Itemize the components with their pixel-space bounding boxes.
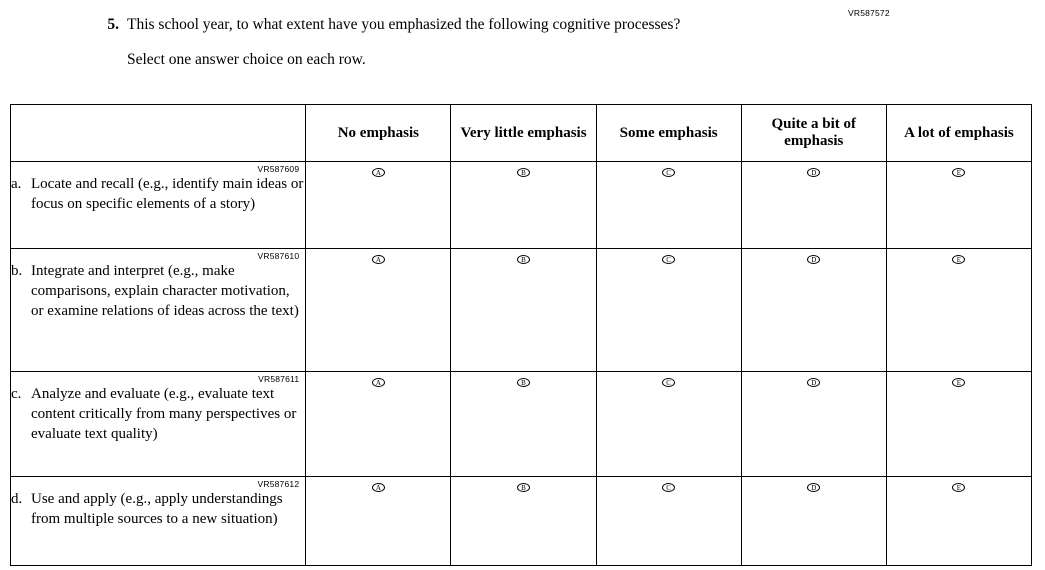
radio-bubble-c[interactable]: C	[662, 168, 675, 177]
radio-bubble-b[interactable]: B	[517, 483, 530, 492]
row-item-id: VR587610	[257, 251, 300, 261]
row-letter: b.	[11, 263, 23, 279]
option-cell-d[interactable]	[741, 477, 886, 566]
option-cell-a[interactable]	[306, 162, 451, 249]
radio-bubble-d[interactable]: D	[807, 483, 820, 492]
question-instruction: Select one answer choice on each row.	[127, 51, 366, 69]
response-matrix	[10, 104, 1032, 566]
option-cell-b[interactable]	[451, 477, 596, 566]
radio-bubble-c[interactable]: C	[662, 255, 675, 264]
option-cell-a[interactable]	[306, 372, 451, 477]
radio-bubble-e[interactable]: E	[952, 483, 965, 492]
row-stem	[11, 477, 306, 566]
option-cell-c[interactable]	[596, 477, 741, 566]
radio-bubble-a[interactable]: A	[372, 255, 385, 264]
matrix-header-row	[11, 105, 1032, 162]
row-item-id: VR587611	[258, 374, 300, 384]
column-header-stem	[11, 105, 306, 162]
radio-bubble-e[interactable]: E	[952, 378, 965, 387]
option-cell-e[interactable]	[886, 477, 1031, 566]
page-item-id: VR587572	[848, 8, 890, 18]
radio-bubble-a[interactable]: A	[372, 378, 385, 387]
option-cell-d[interactable]	[741, 249, 886, 372]
option-cell-b[interactable]	[451, 249, 596, 372]
radio-bubble-d[interactable]: D	[807, 168, 820, 177]
row-letter: c.	[11, 386, 22, 402]
row-text: Analyze and evaluate (e.g., evaluate text content critically from many perspectives or evaluate text quality)	[31, 386, 297, 442]
radio-bubble-e[interactable]: E	[952, 168, 965, 177]
option-cell-a[interactable]	[306, 477, 451, 566]
radio-bubble-e[interactable]: E	[952, 255, 965, 264]
option-cell-c[interactable]	[596, 249, 741, 372]
question-block	[95, 14, 775, 71]
option-cell-e[interactable]	[886, 162, 1031, 249]
row-stem	[11, 162, 306, 249]
radio-bubble-b[interactable]: B	[517, 255, 530, 264]
row-stem	[11, 372, 306, 477]
option-cell-b[interactable]	[451, 162, 596, 249]
row-item-id: VR587609	[257, 164, 300, 174]
row-item-id: VR587612	[257, 479, 300, 489]
column-header-some-emphasis: Some emphasis	[596, 105, 741, 162]
column-header-a-lot-of-emphasis: A lot of emphasis	[886, 105, 1031, 162]
question-number: 5.	[107, 16, 119, 33]
option-cell-d[interactable]	[741, 372, 886, 477]
row-text: Use and apply (e.g., apply understandings from multiple sources to a new situation)	[31, 491, 283, 527]
radio-bubble-d[interactable]: D	[807, 378, 820, 387]
table-row	[11, 162, 1032, 249]
column-header-quite-a-bit-of-emphasis: Quite a bit of emphasis	[741, 105, 886, 162]
option-cell-c[interactable]	[596, 372, 741, 477]
radio-bubble-b[interactable]: B	[517, 378, 530, 387]
row-text: Integrate and interpret (e.g., make comparisons, explain character motivation, or examine relations of ideas across the text)	[31, 263, 299, 319]
row-text: Locate and recall (e.g., identify main ideas or focus on specific elements of a story)	[31, 176, 304, 212]
row-stem	[11, 249, 306, 372]
row-letter: d.	[11, 491, 23, 507]
column-header-no-emphasis: No emphasis	[306, 105, 451, 162]
option-cell-d[interactable]	[741, 162, 886, 249]
table-row	[11, 249, 1032, 372]
option-cell-a[interactable]	[306, 249, 451, 372]
option-cell-b[interactable]	[451, 372, 596, 477]
table-row	[11, 372, 1032, 477]
option-cell-c[interactable]	[596, 162, 741, 249]
row-letter: a.	[11, 176, 22, 192]
option-cell-e[interactable]	[886, 249, 1031, 372]
radio-bubble-a[interactable]: A	[372, 168, 385, 177]
table-row	[11, 477, 1032, 566]
column-header-very-little-emphasis: Very little emphasis	[451, 105, 596, 162]
radio-bubble-d[interactable]: D	[807, 255, 820, 264]
radio-bubble-b[interactable]: B	[517, 168, 530, 177]
radio-bubble-a[interactable]: A	[372, 483, 385, 492]
radio-bubble-c[interactable]: C	[662, 483, 675, 492]
question-text: This school year, to what extent have you emphasized the following cognitive processes?	[127, 16, 681, 33]
radio-bubble-c[interactable]: C	[662, 378, 675, 387]
option-cell-e[interactable]	[886, 372, 1031, 477]
question-heading	[95, 14, 775, 35]
